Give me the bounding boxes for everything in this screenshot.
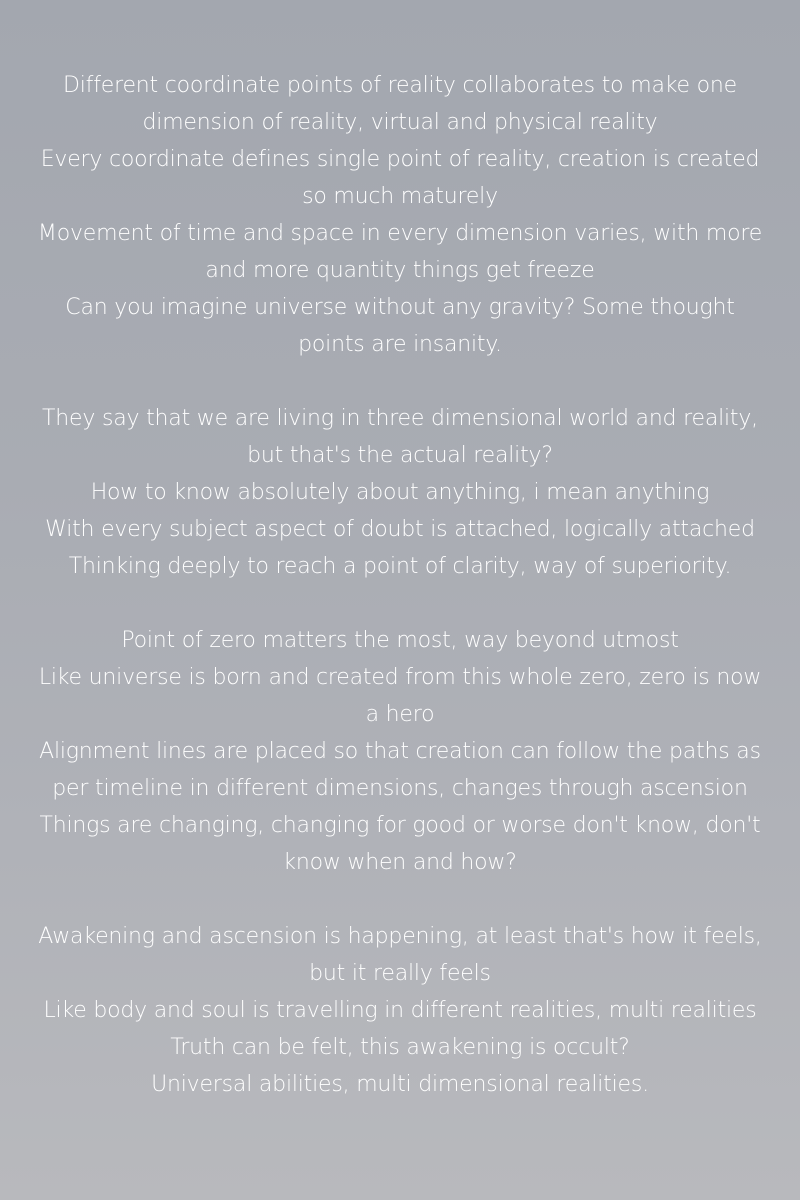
poem-line: Every coordinate defines single point of reality, creation is created so much maturely [40,147,760,209]
poem-line: How to know absolutely about anything, i mean anything [90,480,710,505]
stanza-1 [34,67,766,363]
poem-line: Like body and soul is travelling in different realities, multi realities [43,998,757,1023]
poem-line: Truth can be felt, this awakening is occult? [170,1035,630,1060]
poem-line: Can you imagine universe without any gravity? Some thought points are insanity. [65,295,735,357]
poem-text [0,67,800,1103]
poem-line: Point of zero matters the most, way beyond utmost [121,628,679,653]
poem-line: Movement of time and space in every dimension varies, with more and more quantity things get freeze [37,221,763,283]
poem-line: Things are changing, changing for good or worse don't know, don't know when and how? [39,813,761,875]
poem-line: With every subject aspect of doubt is attached, logically attached [45,517,755,542]
poem-line: Universal abilities, multi dimensional realities. [151,1072,649,1097]
poem-line: Awakening and ascension is happening, at least that's how it feels, but it really feels [38,924,762,986]
poem-line: Different coordinate points of reality collaborates to make one dimension of reality, virtual and physical reality [63,73,737,135]
stanza-4 [34,918,766,1103]
poem-line: Alignment lines are placed so that creation can follow the paths as per timeline in different dimensions, changes through ascension [39,739,761,801]
poem-line: They say that we are living in three dimensional world and reality, but that's the actual reality? [42,406,758,468]
stanza-3 [34,622,766,881]
poem-line: Like universe is born and created from this whole zero, zero is now a hero [38,665,762,727]
stanza-2 [34,400,766,585]
poem-line: Thinking deeply to reach a point of clarity, way of superiority. [68,554,732,579]
